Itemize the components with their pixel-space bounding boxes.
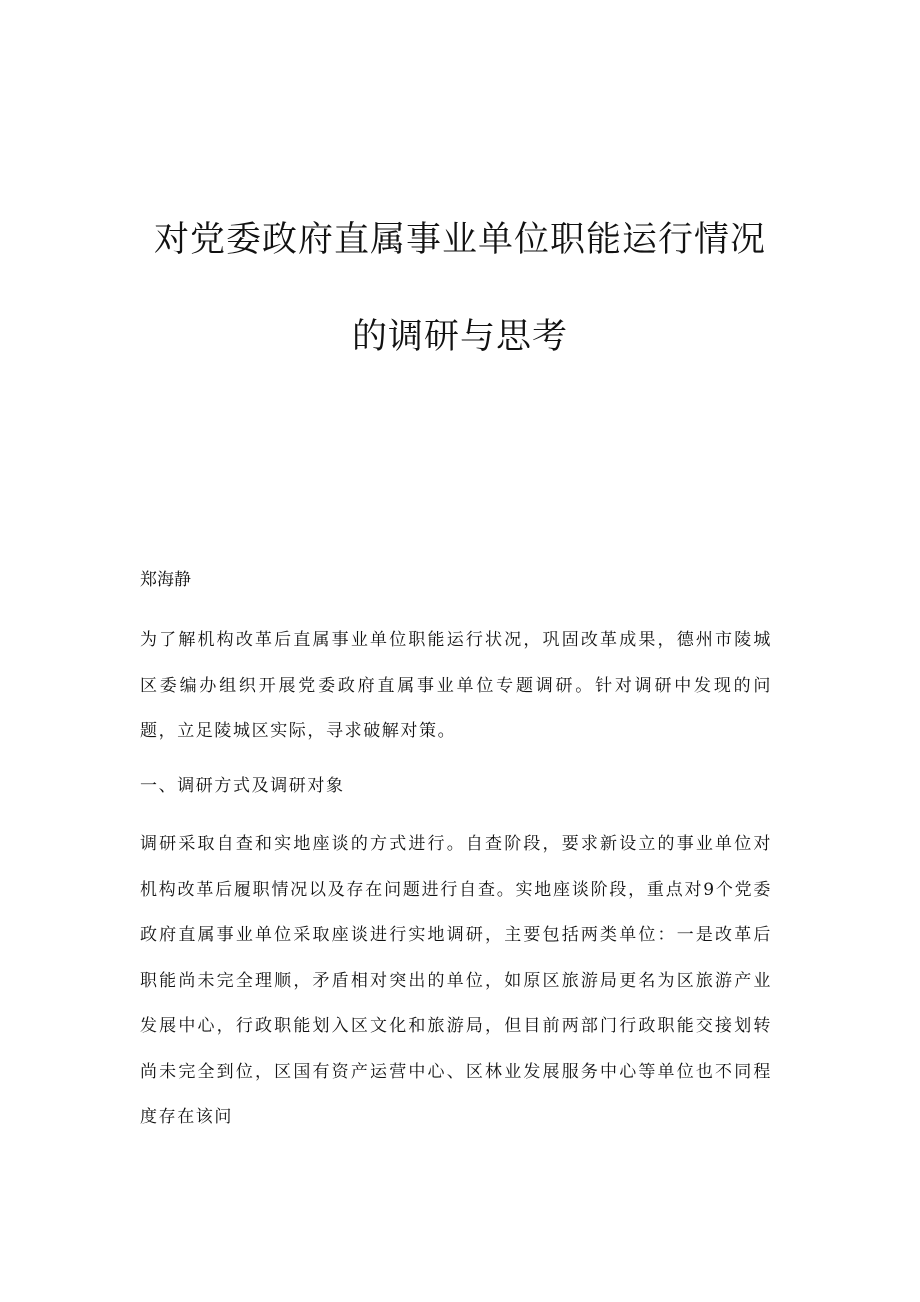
document-title-line-2: 的调研与思考 bbox=[351, 317, 568, 357]
section-heading: 一、调研方式及调研对象 bbox=[140, 776, 345, 796]
author-name: 郑海静 bbox=[140, 570, 191, 590]
document-title-line-1: 对党委政府直属事业单位职能运行情况 bbox=[153, 220, 766, 260]
intro-paragraph: 为了解机构改革后直属事业单位职能运行状况，巩固改革成果，德州市陵城区委编办组织开展党委政府直属事业单位专题调研。针对调研中发现的问题，立足陵城区实际，寻求破解对策。 bbox=[140, 630, 772, 741]
section-body-paragraph: 调研采取自查和实地座谈的方式进行。自查阶段，要求新设立的事业单位对机构改革后履职情况以及存在问题进行自查。实地座谈阶段，重点对9个党委政府直属事业单位采取座谈进行实地调研，主要包括两类单位：一是改革后职能尚未完全理顺，矛盾相对突出的单位，如原区旅游局更名为区旅游产业发展中心，行政职能划入区文化和旅游局，但目前两部门行政职能交接划转尚未完全到位，区国有资产运营中心、区林业发展服务中心等单位也不同程度存在该问 bbox=[140, 834, 772, 1127]
